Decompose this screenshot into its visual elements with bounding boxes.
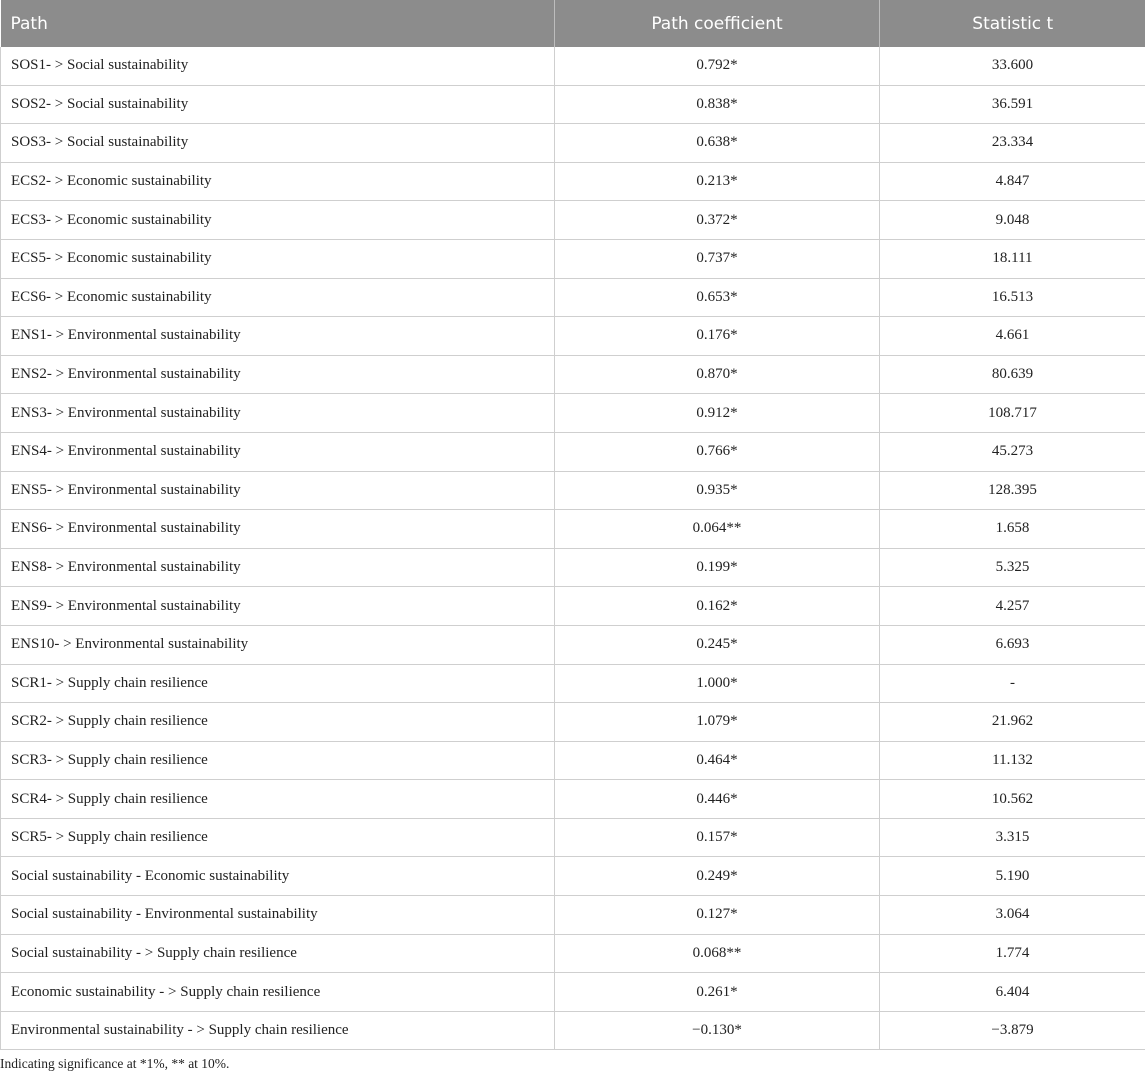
path-cell: ENS10- > Environmental sustainability [1,625,555,664]
table-row [1,239,1145,278]
header-path: Path [1,0,555,47]
table-row [1,934,1145,973]
statistic-cell: 18.111 [880,239,1145,278]
statistic-cell: 3.315 [880,818,1145,857]
coefficient-cell: 0.870* [555,355,880,394]
table-row [1,432,1145,471]
coefficient-cell: 1.079* [555,703,880,742]
statistic-cell: 16.513 [880,278,1145,317]
statistic-cell: 4.257 [880,587,1145,626]
statistic-cell: 45.273 [880,432,1145,471]
coefficient-cell: 0.261* [555,973,880,1012]
path-cell: Social sustainability - Economic sustainability [1,857,555,896]
path-cell: ECS6- > Economic sustainability [1,278,555,317]
coefficient-cell: 0.372* [555,201,880,240]
coefficient-cell: 0.213* [555,162,880,201]
statistic-cell: 108.717 [880,394,1145,433]
statistic-cell: 33.600 [880,47,1145,85]
path-cell: ECS3- > Economic sustainability [1,201,555,240]
header-row [1,0,1145,47]
table-row [1,510,1145,549]
statistic-cell: −3.879 [880,1011,1145,1050]
coefficient-cell: 0.464* [555,741,880,780]
path-cell: ENS4- > Environmental sustainability [1,432,555,471]
statistic-cell: 23.334 [880,124,1145,163]
table-row [1,394,1145,433]
statistic-cell: - [880,664,1145,703]
coefficient-cell: 0.162* [555,587,880,626]
statistic-cell: 4.661 [880,317,1145,356]
table-row [1,741,1145,780]
path-cell: ECS5- > Economic sustainability [1,239,555,278]
coefficient-cell: 0.792* [555,47,880,85]
header-statistic-t: Statistic t [880,0,1145,47]
statistic-cell: 11.132 [880,741,1145,780]
coefficient-cell: −0.130* [555,1011,880,1050]
coefficient-cell: 0.127* [555,896,880,935]
statistic-cell: 6.693 [880,625,1145,664]
path-cell: SOS1- > Social sustainability [1,47,555,85]
statistic-cell: 21.962 [880,703,1145,742]
path-cell: Environmental sustainability - > Supply chain resilience [1,1011,555,1050]
coefficient-cell: 0.245* [555,625,880,664]
coefficient-cell: 0.653* [555,278,880,317]
coefficient-cell: 0.249* [555,857,880,896]
path-cell: SCR4- > Supply chain resilience [1,780,555,819]
path-cell: SCR3- > Supply chain resilience [1,741,555,780]
path-cell: SOS3- > Social sustainability [1,124,555,163]
path-cell: ENS2- > Environmental sustainability [1,355,555,394]
path-cell: ENS1- > Environmental sustainability [1,317,555,356]
table-row [1,548,1145,587]
table-row [1,47,1145,85]
path-cell: SCR2- > Supply chain resilience [1,703,555,742]
table-footnote: Indicating significance at *1%, ** at 10%. [0,1056,230,1071]
path-cell: ENS6- > Environmental sustainability [1,510,555,549]
path-cell: ECS2- > Economic sustainability [1,162,555,201]
path-cell: ENS3- > Environmental sustainability [1,394,555,433]
coefficient-cell: 0.199* [555,548,880,587]
path-cell: Social sustainability - Environmental sustainability [1,896,555,935]
table-row [1,278,1145,317]
table-row [1,587,1145,626]
table-row [1,703,1145,742]
statistic-cell: 128.395 [880,471,1145,510]
coefficient-cell: 0.838* [555,85,880,124]
coefficient-cell: 1.000* [555,664,880,703]
path-cell: ENS5- > Environmental sustainability [1,471,555,510]
table-row [1,355,1145,394]
coefficient-cell: 0.064** [555,510,880,549]
statistic-cell: 36.591 [880,85,1145,124]
statistic-cell: 4.847 [880,162,1145,201]
statistic-cell: 5.325 [880,548,1145,587]
table-row [1,162,1145,201]
coefficient-cell: 0.935* [555,471,880,510]
table-row [1,664,1145,703]
table-row [1,317,1145,356]
statistic-cell: 3.064 [880,896,1145,935]
table-row [1,896,1145,935]
table-row [1,625,1145,664]
coefficient-cell: 0.068** [555,934,880,973]
coefficient-cell: 0.737* [555,239,880,278]
statistic-cell: 5.190 [880,857,1145,896]
table-row [1,818,1145,857]
table-row [1,973,1145,1012]
path-cell: ENS8- > Environmental sustainability [1,548,555,587]
table-row [1,85,1145,124]
statistic-cell: 10.562 [880,780,1145,819]
path-cell: ENS9- > Environmental sustainability [1,587,555,626]
statistic-cell: 9.048 [880,201,1145,240]
table-row [1,857,1145,896]
statistic-cell: 1.774 [880,934,1145,973]
table-row [1,780,1145,819]
path-cell: SCR5- > Supply chain resilience [1,818,555,857]
table-body [1,47,1145,1050]
coefficient-cell: 0.157* [555,818,880,857]
path-cell: Economic sustainability - > Supply chain resilience [1,973,555,1012]
statistic-cell: 80.639 [880,355,1145,394]
path-cell: SOS2- > Social sustainability [1,85,555,124]
statistic-cell: 6.404 [880,973,1145,1012]
statistic-cell: 1.658 [880,510,1145,549]
coefficient-cell: 0.638* [555,124,880,163]
coefficient-cell: 0.766* [555,432,880,471]
coefficient-cell: 0.176* [555,317,880,356]
table-header [1,0,1145,47]
table-row [1,471,1145,510]
path-cell: SCR1- > Supply chain resilience [1,664,555,703]
coefficient-cell: 0.446* [555,780,880,819]
table-row [1,1011,1145,1050]
header-path-coefficient: Path coefficient [555,0,880,47]
coefficient-cell: 0.912* [555,394,880,433]
table-row [1,124,1145,163]
path-cell: Social sustainability - > Supply chain resilience [1,934,555,973]
table-row [1,201,1145,240]
